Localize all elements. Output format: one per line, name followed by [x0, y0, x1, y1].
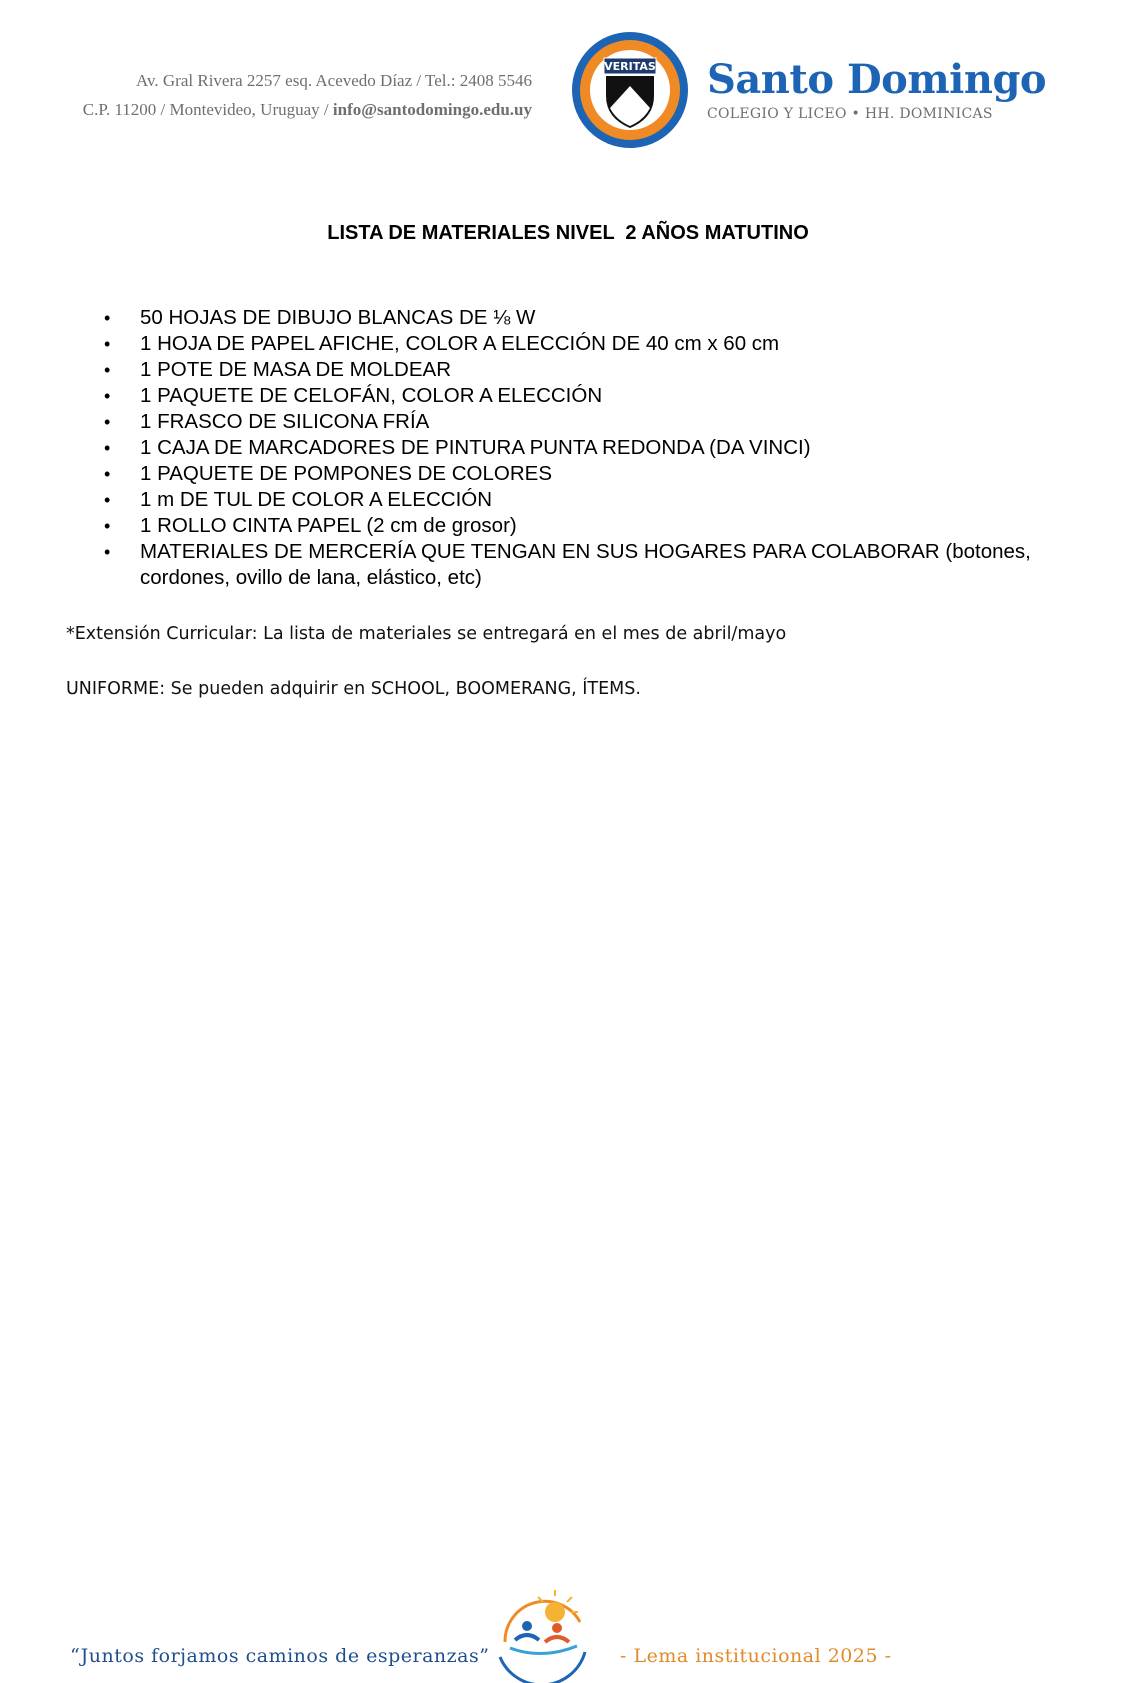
material-item-text: MATERIALES DE MERCERÍA QUE TENGAN EN SUS HOGARES PARA COLABORAR (botones, cordones, ovillo de lana, elástico, etc) [140, 540, 1031, 589]
address-line-2 [83, 95, 532, 124]
bullet-icon: • [104, 438, 111, 458]
material-item [96, 331, 1086, 357]
bullet-icon: • [104, 516, 111, 536]
material-item-text: 1 CAJA DE MARCADORES DE PINTURA PUNTA REDONDA (DA VINCI) [140, 436, 811, 459]
emblem-text: VERITAS [604, 60, 656, 73]
institutional-motto-logo [485, 1582, 600, 1683]
material-item [96, 409, 1086, 435]
uniform-note: UNIFORME: Se pueden adquirir en SCHOOL, BOOMERANG, ÍTEMS. [66, 679, 641, 699]
material-item-text: 1 FRASCO DE SILICONA FRÍA [140, 410, 430, 433]
footer [0, 1570, 1136, 1683]
address-postal: C.P. 11200 / Montevideo, Uruguay / [82, 100, 333, 119]
lema-institucional: - Lema institucional 2025 - [620, 1645, 892, 1667]
bullet-icon: • [104, 542, 111, 562]
material-item-text: 1 ROLLO CINTA PAPEL (2 cm de grosor) [140, 514, 517, 537]
material-item-text: 50 HOJAS DE DIBUJO BLANCAS DE ⅛ W [140, 306, 536, 329]
bullet-icon: • [104, 334, 111, 354]
bullet-icon: • [104, 308, 111, 328]
motto-text: “Juntos forjamos caminos de esperanzas” [70, 1645, 490, 1667]
material-item [96, 357, 1086, 383]
material-item-text: 1 PAQUETE DE CELOFÁN, COLOR A ELECCIÓN [140, 384, 603, 407]
bullet-icon: • [104, 490, 111, 510]
letterhead [0, 0, 1136, 170]
material-item [96, 305, 1086, 331]
bullet-icon: • [104, 412, 111, 432]
material-item [96, 539, 1086, 591]
bullet-icon: • [104, 360, 111, 380]
address-line-1: Av. Gral Rivera 2257 esq. Acevedo Díaz / Tel.: 2408 5546 [135, 71, 532, 90]
material-item-text: 1 HOJA DE PAPEL AFICHE, COLOR A ELECCIÓN DE 40 cm x 60 cm [140, 332, 780, 355]
material-item-text: 1 m DE TUL DE COLOR A ELECCIÓN [140, 488, 493, 511]
document-title: LISTA DE MATERIALES NIVEL 2 AÑOS MATUTINO [327, 222, 809, 244]
school-name: Santo Domingo [707, 56, 1047, 103]
school-address [83, 66, 532, 124]
material-item [96, 435, 1086, 461]
bullet-icon: • [104, 386, 111, 406]
curricular-note: *Extensión Curricular: La lista de materiales se entregará en el mes de abril/mayo [66, 624, 787, 644]
school-brand [707, 58, 1046, 122]
materials-list [96, 305, 1086, 591]
material-item [96, 513, 1086, 539]
email-address: info@santodomingo.edu.uy [332, 100, 532, 119]
school-subtitle: COLEGIO Y LICEO • HH. DOMINICAS [707, 106, 993, 122]
material-item-text: 1 POTE DE MASA DE MOLDEAR [140, 358, 451, 381]
material-item-text: 1 PAQUETE DE POMPONES DE COLORES [140, 462, 552, 485]
material-item [96, 461, 1086, 487]
material-item [96, 487, 1086, 513]
school-emblem-logo [570, 30, 690, 150]
bullet-icon: • [104, 464, 111, 484]
material-item [96, 383, 1086, 409]
